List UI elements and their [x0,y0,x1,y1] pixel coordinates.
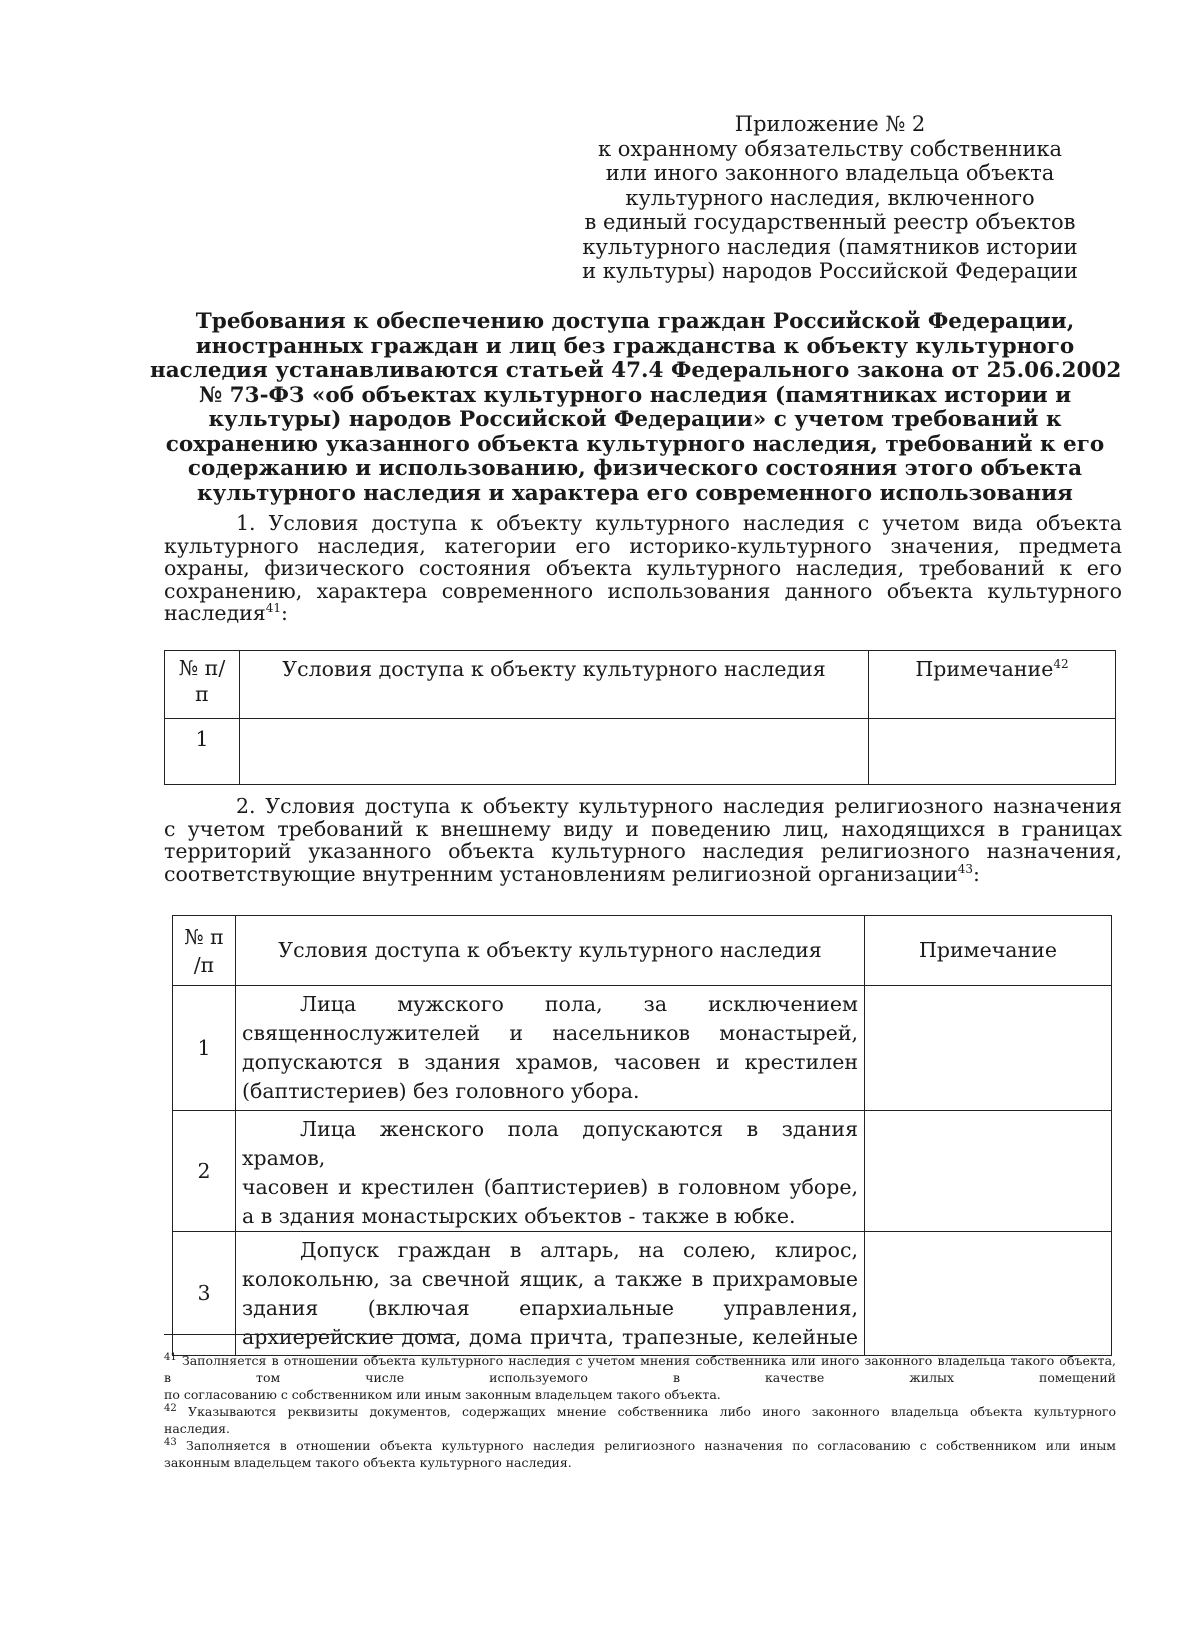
footnote-number: 42 [164,1402,177,1414]
header-number [173,916,236,986]
section-1-paragraph [164,512,1122,625]
header-number-line: № п/ [178,656,226,680]
section-1-line: наследия [164,601,266,625]
row-note [865,1232,1112,1356]
cell-line: Лица мужского пола, за исключением [300,992,858,1016]
footnote-line [164,1437,1116,1454]
cell-line: Допуск граждан в алтарь, на солею, клирос, [300,1238,858,1262]
footnote-number: 43 [164,1436,177,1448]
header-number [165,651,240,719]
cell-line: архиерейские дома, дома причта, трапезные, келейные [242,1325,858,1349]
section-2-line: территорий указанного объекта культурного наследия религиозного назначения, [164,839,1122,863]
cell-line: а в здания монастырских объектов - также в юбке. [242,1204,796,1228]
section-1-line: культурного наследия, категории его историко-культурного значения, предмета [164,533,1122,558]
row-conditions [236,1111,865,1232]
footnote-line: наследия. [164,1421,231,1436]
cell-line: колокольню, за свечной ящик, а также в прихрамовые [242,1267,858,1291]
footnote-43 [164,1437,1116,1471]
footnote-text: Указываются реквизиты документов, содержащих мнение собственника либо иного законного владельца объекта культурного [188,1404,1116,1419]
appendix-line: культурного наследия (памятников истории [582,234,1078,259]
footnote-line: законным владельцем такого объекта культурного наследия. [164,1455,572,1470]
access-conditions-table-1 [164,650,1116,785]
header-note-text: Примечание [915,657,1054,681]
cell-line: часовен и крестилен (баптистериев) в головном уборе, [242,1175,858,1199]
row-conditions [236,986,865,1111]
footnotes [164,1352,1116,1471]
footnote-text: Заполняется в отношении объекта культурного наследия с учетом мнения собственника или иного законного владельца такого объекта, [181,1353,1116,1368]
header-number-line: /п [193,952,215,977]
heading-line: культурного наследия и характера его современного использования [197,480,1073,506]
section-2-line: с учетом требований к внешнему виду и поведению лиц, находящихся в границах [164,816,1122,841]
appendix-line: Приложение № 2 [734,112,926,136]
section-2-line: соответствующие внутренним установлениям религиозной организации [164,861,958,886]
heading-line: культуры) народов Российской Федерации» с учетом требований к [208,407,1062,432]
appendix-line: и культуры) народов Российской Федерации [582,259,1078,283]
table-header-row [173,916,1112,986]
row-number: 2 [173,1111,236,1232]
header-conditions [240,651,869,719]
appendix-line: в единый государственный реестр объектов [584,210,1076,234]
heading-line: сохранению указанного объекта культурного наследия, требований к его [165,431,1105,457]
table-header-row [165,651,1116,719]
appendix-header [580,112,1080,284]
header-number-line: № п [184,924,224,949]
row-number-text: 1 [195,727,209,751]
heading-line: содержанию и использованию, физического состояния этого объекта [187,456,1083,481]
section-2-line: 2. Условия доступа к объекту культурного наследия религиозного назначения [236,794,1122,818]
row-note [865,1111,1112,1232]
heading-line: иностранных граждан и лиц без гражданства к объекту культурного [195,333,1075,359]
header-number-line: п [195,682,209,706]
footnote-separator [164,1334,456,1335]
appendix-line: к охранному обязательству собственника [597,136,1063,161]
cell-line: допускаются в здания храмов, часовен и крестилен [242,1050,858,1074]
appendix-line: культурного наследия, включенного [625,185,1035,210]
section-1-tail: : [281,601,288,625]
cell-line: Лица женского пола допускаются в здания храмов, [242,1117,858,1170]
footnote-ref[interactable]: 43 [957,861,974,876]
row-conditions [236,1232,865,1356]
footnote-ref[interactable]: 42 [1053,657,1069,672]
row-number: 3 [173,1232,236,1356]
footnote-line [164,1352,1116,1369]
header-conditions-text: Условия доступа к объекту культурного наследия [282,657,826,681]
header-note [869,651,1116,719]
footnote-ref[interactable]: 41 [265,601,282,616]
footnote-42 [164,1403,1116,1437]
footnote-41 [164,1352,1116,1403]
footnote-line: в том числе используемого в качестве жилых помещений [164,1370,1116,1385]
heading-line: наследия устанавливаются статьей 47.4 Федерального закона от 25.06.2002 [150,358,1122,383]
heading-line: Требования к обеспечению доступа граждан Российской Федерации, [195,309,1075,334]
cell-line: (баптистериев) без головного убора. [242,1079,640,1103]
row-note [865,986,1112,1111]
heading-line: № 73-ФЗ «об объектах культурного наследия (памятниках истории и [198,382,1072,408]
document-heading [150,310,1120,506]
table-row [165,719,1116,785]
cell-line: священнослужителей и насельников монастырей, [242,1021,858,1045]
section-2-tail: : [973,861,980,886]
row-conditions [240,719,869,785]
section-1-line: охраны, физического состояния объекта культурного наследия, требований к его [164,556,1122,580]
section-2-paragraph [164,795,1122,885]
section-2-last-line [164,863,1122,886]
cell-line: здания (включая епархиальные управления, [242,1296,858,1320]
footnote-line [164,1403,1116,1420]
table-row [173,1111,1112,1232]
access-conditions-table-2 [172,915,1112,1356]
footnote-number: 41 [164,1351,177,1363]
section-1-line: сохранению, характера современного использования данного объекта культурного [164,578,1122,603]
header-note: Примечание [865,916,1112,986]
section-1-line: 1. Условия доступа к объекту культурного наследия с учетом вида объекта [236,511,1122,535]
row-note [869,719,1116,785]
header-conditions: Условия доступа к объекту культурного наследия [236,916,865,986]
row-number [165,719,240,785]
table-row [173,1232,1112,1356]
section-1-last-line [164,602,1122,625]
footnote-text: Заполняется в отношении объекта культурного наследия религиозного назначения по согласованию с собственником или иным [186,1438,1116,1453]
footnote-line: по согласованию с собственником или иным законным владельцем такого объекта. [164,1387,721,1402]
row-number: 1 [173,986,236,1111]
appendix-line: или иного законного владельца объекта [605,161,1055,185]
table-row [173,986,1112,1111]
